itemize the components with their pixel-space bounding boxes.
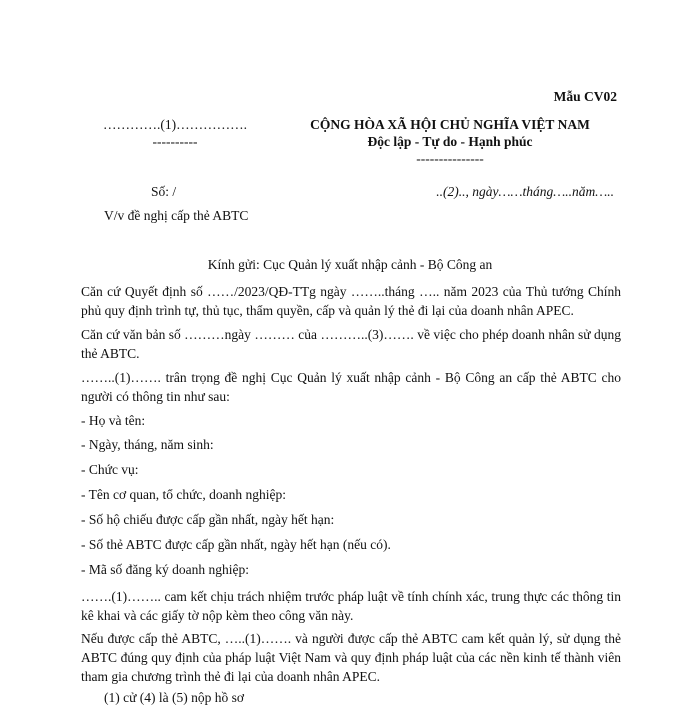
field-position: - Chức vụ: [81, 462, 139, 477]
field-date-of-birth: - Ngày, tháng, năm sinh: [81, 437, 214, 452]
paragraph-legal-basis-document: Căn cứ văn bản số ………ngày ……… của ………..(3)……. về việc cho phép doanh nhân sử dụng thẻ ABTC. [81, 327, 621, 361]
field-organization: - Tên cơ quan, tổ chức, doanh nghiệp: [81, 487, 287, 502]
subject-line: V/v đề nghị cấp thẻ ABTC [104, 208, 249, 223]
place-date: ..(2).., ngày……tháng…..năm….. [436, 184, 614, 199]
agency-rule: ---------- [152, 134, 198, 149]
paragraph-submission-partial: (1) cử (4) là (5) nộp hồ sơ [104, 690, 245, 705]
paragraph-request: ……..(1)……. trân trọng đề nghị Cục Quản lý xuất nhập cảnh - Bộ Công an cấp thẻ ABTC cho người có thông tin như sau: [81, 370, 621, 404]
paragraph-usage-commitment: Nếu được cấp thẻ ABTC, …..(1)……. và người được cấp thẻ ABTC cam kết quản lý, sử dụng thẻ ABTC đúng quy định của pháp luật Việt Nam và quy định pháp luật của các nền kinh tế thành viên tham gia chương trình thẻ đi lại của doanh nhân APEC. [81, 631, 621, 684]
field-business-registration: - Mã số đăng ký doanh nghiệp: [81, 562, 249, 577]
field-passport: - Số hộ chiếu được cấp gần nhất, ngày hết hạn: [81, 512, 335, 527]
paragraph-legal-basis-decision: Căn cứ Quyết định số ……/2023/QĐ-TTg ngày ……..tháng ….. năm 2023 của Thủ tướng Chính phủ quy định trình tự, thủ tục, thẩm quyền, cấp và quản lý thẻ đi lại của doanh nhân APEC. [81, 284, 621, 318]
paragraph-responsibility: …….(1)…….. cam kết chịu trách nhiệm trước pháp luật về tính chính xác, trung thực các thông tin kê khai và các giấy tờ nộp kèm theo công văn này. [81, 589, 621, 623]
motto-rule: --------------- [416, 151, 484, 166]
field-abtc-card: - Số thẻ ABTC được cấp gần nhất, ngày hết hạn (nếu có). [81, 537, 391, 552]
agency-placeholder: ………….(1)……………. [103, 117, 247, 132]
reference-number: Số: / [151, 184, 177, 199]
field-full-name: - Họ và tên: [81, 413, 146, 428]
nation-title: CỘNG HÒA XÃ HỘI CHỦ NGHĨA VIỆT NAM [310, 117, 590, 132]
motto: Độc lập - Tự do - Hạnh phúc [367, 134, 533, 149]
addressee: Kính gửi: Cục Quản lý xuất nhập cảnh - Bộ Công an [207, 257, 493, 272]
form-code: Mẫu CV02 [553, 89, 617, 104]
